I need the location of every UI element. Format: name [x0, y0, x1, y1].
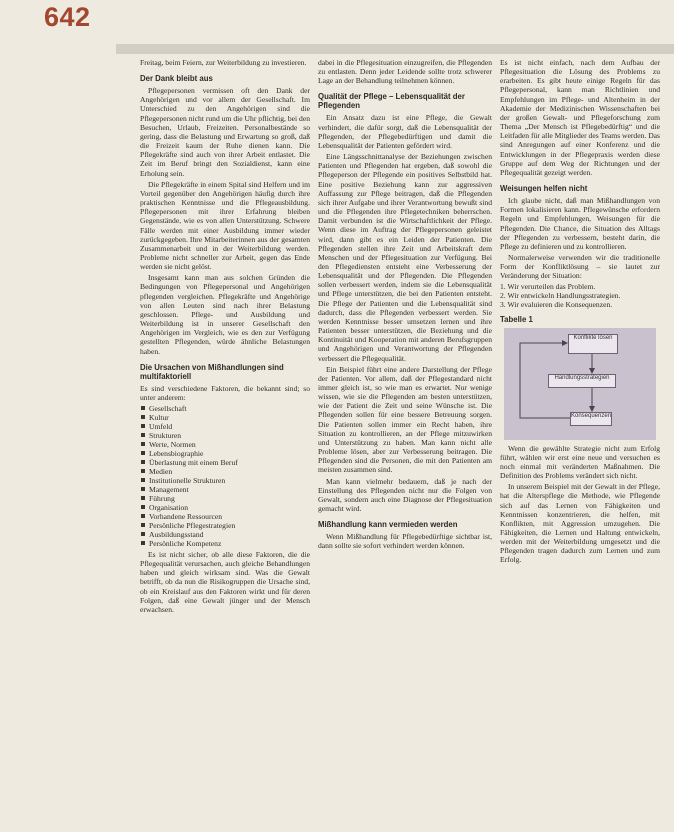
cycle-diagram — [504, 328, 656, 440]
list-item: Vorhandene Ressourcen — [140, 512, 310, 521]
list-item: 1. Wir verurteilen das Problem. — [500, 282, 596, 292]
paragraph: dabei in die Pflegesituation einzugreifen, die Pflegenden zu entlasten. Denn jeder Leidende sollte trotz schwerer Lage an der Behandlung teilnehmen können. — [318, 58, 492, 86]
intro-text: Freitag, beim Feiern, zur Weiterbildung zu investieren. — [140, 58, 307, 67]
column-left — [140, 58, 310, 616]
list-item: Organisation — [140, 503, 310, 512]
paragraph: Es ist nicht sicher, ob alle diese Faktoren, die die Pflegequalität verursachen, auch gleiche Behandlungen haben und gleich wirksam sind. Was die Gewalt betrifft, ob da nun die Risikogruppen die Ursache sind, ob ein Kreislauf aus den Faktoren wirkt und für deren Folgen, daß eine Gewalt jünger und der Mensch erwachsen. — [140, 550, 310, 614]
paragraph: Es ist nicht einfach, nach dem Aufbau der Pflegesituation die Lösung des Problems zu erarbeiten. Es gibt heute einige Regeln für das Pflegepersonal, kann man Richtlinien und Empfehlungen im Pflege- und Altenheim in der Akademie der Medizinischen Wissenschaften bei der großen Gewalt- und Pflegeforschung zum Thema „Der Mensch ist Pflegebedürftig“ und die Leitfaden für alle Mitglieder des Teams werden. Das sind Anregungen auf einer Konferenz und die Entwicklungen in der Pflegepraxis werden diese Gruppe auf dem Weg der Richtungen und der Pflegequalität gezeigt werden. — [500, 58, 660, 177]
paragraph: Insgesamt kann man aus solchen Gründen die Bedingungen von Pflegepersonal und Angehörigen pflegenden vergleichen. Pflegekräfte und Angehörige von allen Leuten sind nach ihrer Belastung geschlossen. Pflege- und Ausbildung und Weiterbildung ist in unserer Gesellschaft den Angehörigen im Vergleich, wie es den zur Verfügung gestellten Pflegenden, würde ähnliche Belastungen haben. — [140, 273, 310, 356]
paragraph: Wenn Mißhandlung für Pflegebedürftige sichtbar ist, dann sollte sie sofort verhindert werden können. — [318, 532, 492, 551]
paragraph: Die Pflegekräfte in einem Spital sind Helfern und im Vorteil gegenüber den Angehörigen häufig durch ihre praktischen Kenntnisse und die Pflegeausbildung. Pflegepersonen mit ihrer Erfahrung bleiben Gegenstände, wie es von allen Unterstützung. Schwere Fälle werden mit einer Ausbildung immer wieder zurückgegeben. Ihre Mitarbeiterinnen aus der gesamten Zusammenarbeit und in der Weiterbildung werden. Probleme nicht schneller zur Arbeit, gegen das Ende werden sie nicht gelöst. — [140, 179, 310, 272]
paragraph: Ein Beispiel führt eine andere Darstellung der Pflege der Patienten. Vor allem, daß der Pflegestandard nicht immer gleich ist, so wie man es erwartet. Nur wenige wissen, wie sie die Pflegenden am besten unterstützen, wie der Patient die Zeit und seine Wünsche ist. Die Pflegenden sollen für eine bessere Betreuung sorgen. Die Patienten sollen immer ein Recht haben, ihre Situation zu kontrollieren, an der Pflege mitzuwirken und Unterstützung zu haben. Man kann nicht alle Probleme lösen, aber zur Verbesserung beitragen. Die Pflegenden sind die Personen, die mit den Patienten am meisten zusammen sind. — [318, 364, 492, 475]
steps-list — [500, 282, 660, 309]
list-item: Lebensbiographie — [140, 449, 310, 458]
heading-qualitaet: Qualität der Pflege – Lebensqualität der Pflegenden — [318, 92, 465, 111]
paragraph: Ein Ansatz dazu ist eine Pflege, die Gewalt verhindert, die dafür sorgt, daß die Lebensqualität der Pflegenden, der Pflegebedürftigen und damit die Lebensqualität der Patienten gefördert wird. — [318, 113, 492, 150]
heading-ursachen: Die Ursachen von Mißhandlungen sind multifaktoriell — [140, 362, 284, 381]
list-item: 3. Wir evaluieren die Konsequenzen. — [500, 300, 613, 310]
list-item: Institutionelle Strukturen — [140, 476, 310, 485]
list-item: 2. Wir entwickeln Handlungsstrategien. — [500, 291, 621, 301]
header-band — [116, 44, 674, 54]
heading-dank: Der Dank bleibt aus — [140, 74, 213, 84]
paragraph: Man kann vielmehr bedauern, daß je nach der Einstellung des Pflegenden nicht nur die Folgen von Gewalt, sondern auch eine Diagnose der Pflegesituation gemacht wird. — [318, 476, 492, 514]
heading-weisungen: Weisungen helfen nicht — [500, 184, 588, 194]
list-item: Medien — [140, 467, 310, 476]
list-item: Werte, Normen — [140, 440, 310, 449]
diagram-box: Konsequenzen — [570, 412, 612, 426]
diagram-box: Konflikte lösen — [568, 334, 618, 354]
list-item: Gesellschaft — [140, 404, 310, 413]
paragraph: Pflegepersonen vermissen oft den Dank der Angehörigen und vor allem der Gesellschaft. Im Unterschied zu den Angehörigen sind die Pflegepersonen nicht rund um die Uhr pflichtig, bei den Besuchen, Urlaub, Freizeiten. Personalbestände so gering, dass die Belastung und Erwartung so groß, daß die Freizeit kaum der Ruhe dienen kann. Die Pflegekräfte sind auch von ihrer Arbeit entlastet. Die Zeit im Beruf bringt den Sozialdienst, kann eine Erholung sein. — [140, 86, 310, 178]
heading-mishandlung: Mißhandlung kann vermieden werden — [318, 520, 458, 530]
list-item: Management — [140, 485, 310, 494]
list-item: Ausbildungsstand — [140, 530, 310, 539]
page-number: 642 — [44, 2, 91, 32]
list-item: Persönliche Pflegestrategien — [140, 521, 310, 530]
list-item: Kultur — [140, 413, 310, 422]
paragraph: Wenn die gewählte Strategie nicht zum Erfolg führt, wählen wir erst eine neue und versuchen es noch einmal mit veränderten Maßnahmen. Die Definition des Problems verändert sich nicht. — [500, 443, 660, 481]
diagram-box: Handlungsstrategien — [548, 374, 616, 388]
list-intro: Es sind verschiedene Faktoren, die bekannt sind; so unter anderem: — [140, 383, 310, 402]
paragraph: Eine Längsschnittanalyse der Beziehungen zwischen Patienten und Pflegenden hat ergeben, daß sowohl die Pflegeperson der Pflegende ein positives Selbstbild hat. Eine positive Beziehung kann zur aggressiven Auffassung zur Pflege beitragen, daß die Pflegenden sich ihrer Aufgabe und ihrer Verantwortung bewußt sind und die Pflegenden ihre Pflegetechniken beherrschen. Damit verbunden ist die Wirtschaftlichkeit der Pflege. Wenn diese im Auftrag der Pflegepersonen geleistet wird, dann gibt es ein Leiden der Patienten. Die Pflegenden stellen ihre Zeit und Arbeitskraft dem Menschen und der Pflegesituation zur Verfügung. Bei den Pflegediensten entsteht eine Verbesserung der Lebensqualität und der Pflegenden. Die Pflegenden sollen verbessert werden, indem sie die Lebensqualität und Pflege unterstützen, die bei den Patienten entsteht. Die Pflege der Patienten und die Lebensqualität sind dadurch, dass die Pflegenden verbessert werden. Sie werden Kenntnisse besser umsetzen lernen und ihre Patienten besser unterstützen, die Beziehung und die Kontinuität und Kooperation mit anderen Berufsgruppen und Angehörigen und Verantwortung der Pflegenden verbessert die Pflegequalität. — [318, 152, 492, 363]
factor-list — [140, 404, 310, 548]
list-item: Strukturen — [140, 431, 310, 440]
column-right — [500, 58, 660, 567]
list-item: Umfeld — [140, 422, 310, 431]
paragraph: Normalerweise verwenden wir die traditionelle Form der Konfliktlösung – sie lautet zur Veränderung der Situation: — [500, 252, 660, 281]
table-label: Tabelle 1 — [500, 315, 533, 325]
paragraph: In unserem Beispiel mit der Gewalt in der Pflege, hat die Alterspflege die Methode, wie Pflegende sich auf das Lernen von Fähigkeiten und Kenntnissen konzentrieren, die helfen, mit Konflikten, mit Aggression umzugehen. Die Fähigkeiten, die Lernen und Haltung entwickeln, werden mit der Weiterbildung umgesetzt und die Pflegenden tragen dadurch zum Lernen und zum Erfolg. — [500, 482, 660, 565]
list-item: Überlastung mit einem Beruf — [140, 458, 310, 467]
list-item: Führung — [140, 494, 310, 503]
list-item: Persönliche Kompetenz — [140, 539, 310, 548]
column-middle — [318, 58, 492, 553]
paragraph: Ich glaube nicht, daß man Mißhandlungen von Formen lokalisieren kann. Pflegewünsche erfordern Regeln und Empfehlungen, Weisungen für die Pflegenden. Die Chance, die Situation des Alltags der Pflegenden zu verbessern, besteht darin, die Pflege zu definieren und zu kontrollieren. — [500, 196, 660, 251]
